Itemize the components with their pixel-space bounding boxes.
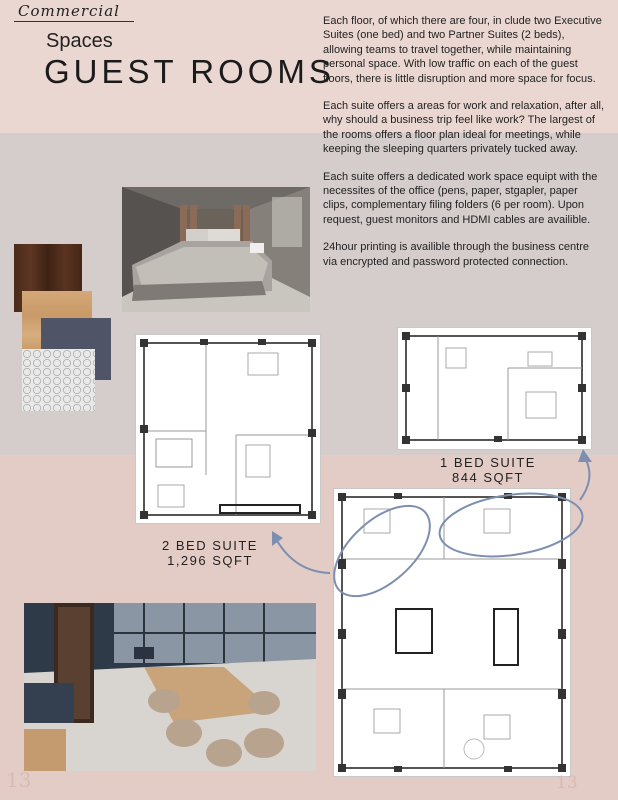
- dining-area-render: [24, 603, 316, 771]
- paragraph-4: 24hour printing is availible through the business centre via encrypted and password protected connection.: [323, 241, 589, 268]
- caption-2-bed-type: 2 BED SUITE: [162, 538, 258, 553]
- caption-1-bed-type: 1 BED SUITE: [440, 455, 536, 470]
- floorplan-2-bed-suite: [135, 334, 321, 524]
- page-title: GUEST ROOMS: [44, 53, 335, 90]
- swatch-hexagon-tile: [22, 349, 95, 411]
- floorplan-full-floor: [333, 488, 571, 777]
- paragraph-3: Each suite offers a dedicated work space equipt with the necessites of the office (pens, paper, stgapler, paper clips, complementary filing folders (6 per room). Upon request, guest monitors and HDMI cables are availible.: [323, 170, 598, 226]
- caption-1-bed-suite: [428, 455, 548, 485]
- body-text: [323, 14, 605, 282]
- caption-2-bed-area: 1,296 SQFT: [167, 553, 253, 568]
- page-number-right: 13: [556, 773, 578, 793]
- paragraph-1: Each floor, of which there are four, in clude two Executive Suites (one bed) and two Partner Suites (2 beds), allowing teams to travel together, while maintaining personal space. With low traffic on each of the guest floors, there is little disruption and more space for focus.: [323, 15, 602, 85]
- floorplan-1-bed-suite: [397, 327, 592, 450]
- page-number-left: 13: [6, 768, 32, 792]
- header-subtitle: Spaces: [46, 30, 113, 52]
- bedroom-render: [122, 187, 310, 312]
- caption-1-bed-area: 844 SQFT: [452, 470, 524, 485]
- caption-2-bed-suite: [150, 538, 270, 568]
- paragraph-2: Each suite offers a areas for work and relaxation, after all, why should a business trip feel like work? The largest of the rooms offers a floor plan ideal for meetings, while keeping the sleeping quarters privately tucked away.: [323, 100, 605, 156]
- header-script-label: Commercial: [18, 2, 120, 20]
- header-divider: [14, 21, 134, 22]
